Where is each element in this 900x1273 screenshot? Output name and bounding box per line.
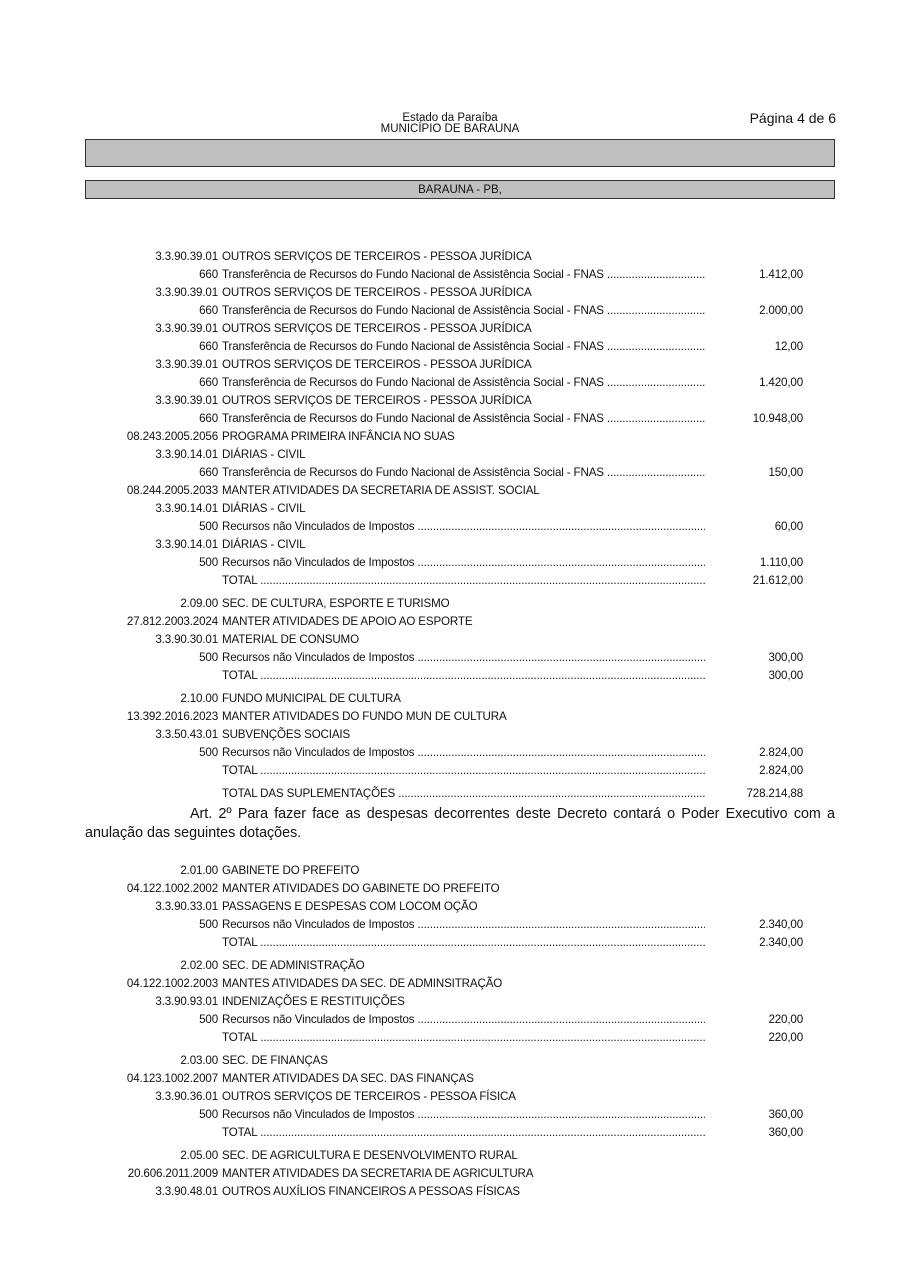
row-description: Transferência de Recursos do Fundo Nacional de Assistência Social - FNAS ..... (222, 302, 705, 320)
row-description: Transferência de Recursos do Fundo Nacional de Assistência Social - FNAS ..... (222, 338, 705, 356)
row-description: MANTER ATIVIDADES DO FUNDO MUN DE CULTURA (222, 710, 507, 723)
row-description: OUTROS SERVIÇOS DE TERCEIROS - PESSOA JURÍDICA (222, 394, 532, 407)
row-description: TOTAL ..... (222, 1124, 705, 1142)
row-value: 2.000,00 (759, 304, 803, 317)
budget-entry-row (0, 649, 900, 667)
budget-entry-row (0, 374, 900, 392)
total-row (0, 572, 900, 590)
row-code: 3.3.90.39.01 (155, 286, 218, 299)
row-description: FUNDO MUNICIPAL DE CULTURA (222, 692, 401, 705)
row-description: MANTER ATIVIDADES DA SECRETARIA DE ASSIST. SOCIAL (222, 484, 540, 497)
row-description: Recursos não Vinculados de Impostos ..... (222, 518, 705, 536)
budget-heading-row (0, 536, 900, 554)
budget-heading-row (0, 320, 900, 338)
article-2-paragraph: Art. 2º Para fazer face as despesas decorrentes deste Decreto contará o Poder Executivo com a anulação das seguintes dotações. (85, 806, 835, 841)
row-description: MANTES ATIVIDADES DA SEC. DE ADMINSITRAÇÃO (222, 977, 503, 990)
row-value: 728.214,88 (746, 787, 803, 800)
row-description: OUTROS AUXÍLIOS FINANCEIROS A PESSOAS FÍSICAS (222, 1185, 520, 1198)
row-description: TOTAL DAS SUPLEMENTAÇÕES ..... (222, 785, 705, 803)
budget-heading-row (0, 993, 900, 1011)
budget-entry-row (0, 916, 900, 934)
budget-heading-row (0, 1147, 900, 1165)
row-description: Recursos não Vinculados de Impostos ..... (222, 649, 705, 667)
budget-heading-row (0, 957, 900, 975)
budget-heading-row (0, 613, 900, 631)
row-code: 04.122.1002.2002 (126, 882, 218, 895)
row-code: 3.3.90.14.01 (155, 448, 218, 461)
row-code: 500 (199, 1013, 218, 1026)
row-description: Recursos não Vinculados de Impostos ..... (222, 1011, 705, 1029)
row-code: 27.812.2003.2024 (126, 615, 218, 628)
row-description: SUBVENÇÕES SOCIAIS (222, 728, 351, 741)
row-code: 3.3.90.39.01 (155, 394, 218, 407)
budget-entry-row (0, 1011, 900, 1029)
row-description: SEC. DE FINANÇAS (222, 1054, 328, 1067)
total-row (0, 1124, 900, 1142)
row-code: 3.3.90.39.01 (155, 250, 218, 263)
row-value: 2.824,00 (759, 764, 803, 777)
row-value: 360,00 (768, 1126, 803, 1139)
budget-heading-row (0, 880, 900, 898)
row-code: 2.10.00 (180, 692, 218, 705)
budget-entry-row (0, 410, 900, 428)
row-description: Transferência de Recursos do Fundo Nacional de Assistência Social - FNAS ..... (222, 374, 705, 392)
row-description: MANTER ATIVIDADES DA SEC. DAS FINANÇAS (222, 1072, 474, 1085)
row-description: Recursos não Vinculados de Impostos ..... (222, 1106, 705, 1124)
row-code: 2.05.00 (180, 1149, 218, 1162)
row-value: 2.340,00 (759, 918, 803, 931)
row-value: 300,00 (768, 651, 803, 664)
place-bar: BARAUNA - PB, (85, 180, 835, 199)
budget-heading-row (0, 356, 900, 374)
row-code: 08.244.2005.2033 (126, 484, 218, 497)
row-code: 660 (199, 304, 218, 317)
row-value: 1.420,00 (759, 376, 803, 389)
budget-heading-row (0, 975, 900, 993)
row-description: DIÁRIAS - CIVIL (222, 448, 306, 461)
row-description: DIÁRIAS - CIVIL (222, 502, 306, 515)
budget-entry-row (0, 554, 900, 572)
row-description: INDENIZAÇÕES E RESTITUIÇÕES (222, 995, 405, 1008)
budget-heading-row (0, 500, 900, 518)
row-description: MANTER ATIVIDADES DE APOIO AO ESPORTE (222, 615, 473, 628)
row-description: Recursos não Vinculados de Impostos ..... (222, 744, 705, 762)
row-code: 2.01.00 (180, 864, 218, 877)
total-row (0, 785, 900, 803)
total-row (0, 667, 900, 685)
budget-entry-row (0, 744, 900, 762)
row-code: 13.392.2016.2023 (126, 710, 218, 723)
row-code: 3.3.90.93.01 (155, 995, 218, 1008)
row-value: 220,00 (768, 1013, 803, 1026)
row-description: OUTROS SERVIÇOS DE TERCEIROS - PESSOA JURÍDICA (222, 322, 532, 335)
row-code: 3.3.90.14.01 (155, 538, 218, 551)
row-description: SEC. DE CULTURA, ESPORTE E TURISMO (222, 597, 450, 610)
budget-heading-row (0, 1088, 900, 1106)
budget-entry-row (0, 518, 900, 536)
total-row (0, 934, 900, 952)
row-value: 12,00 (774, 340, 803, 353)
row-description: Transferência de Recursos do Fundo Nacional de Assistência Social - FNAS ..... (222, 266, 705, 284)
row-description: TOTAL ..... (222, 762, 705, 780)
row-code: 20.606.2011.2009 (127, 1167, 218, 1180)
row-value: 2.340,00 (759, 936, 803, 949)
municipality-name: MUNICÍPIO DE BARAUNA (380, 123, 520, 135)
row-description: Recursos não Vinculados de Impostos ..... (222, 916, 705, 934)
row-value: 150,00 (768, 466, 803, 479)
budget-entry-row (0, 464, 900, 482)
budget-entry-row (0, 266, 900, 284)
row-description: MATERIAL DE CONSUMO (222, 633, 359, 646)
row-code: 660 (199, 268, 218, 281)
row-description: PASSAGENS E DESPESAS COM LOCOM OÇÃO (222, 900, 478, 913)
row-description: OUTROS SERVIÇOS DE TERCEIROS - PESSOA FÍSICA (222, 1090, 516, 1103)
budget-heading-row (0, 898, 900, 916)
row-code: 660 (199, 466, 218, 479)
page-number: Página 4 de 6 (749, 110, 836, 126)
budget-heading-row (0, 248, 900, 266)
row-code: 660 (199, 376, 218, 389)
row-code: 04.123.1002.2007 (126, 1072, 218, 1085)
row-code: 500 (199, 651, 218, 664)
row-code: 3.3.90.36.01 (155, 1090, 218, 1103)
row-value: 360,00 (768, 1108, 803, 1121)
row-description: GABINETE DO PREFEITO (222, 864, 360, 877)
budget-heading-row (0, 726, 900, 744)
row-value: 2.824,00 (759, 746, 803, 759)
row-value: 1.412,00 (759, 268, 803, 281)
row-description: Transferência de Recursos do Fundo Nacional de Assistência Social - FNAS ..... (222, 410, 705, 428)
budget-heading-row (0, 392, 900, 410)
row-code: 2.09.00 (180, 597, 218, 610)
total-row (0, 1029, 900, 1047)
budget-heading-row (0, 1070, 900, 1088)
row-code: 2.03.00 (180, 1054, 218, 1067)
row-value: 10.948,00 (752, 412, 803, 425)
supplementation-list (0, 248, 900, 803)
budget-heading-row (0, 690, 900, 708)
row-code: 04.122.1002.2003 (126, 977, 218, 990)
row-code: 3.3.90.39.01 (155, 322, 218, 335)
row-code: 500 (199, 520, 218, 533)
row-description: MANTER ATIVIDADES DO GABINETE DO PREFEITO (222, 882, 500, 895)
row-description: TOTAL ..... (222, 667, 705, 685)
annulment-list (0, 862, 900, 1201)
budget-heading-row (0, 862, 900, 880)
header-bar (85, 139, 835, 167)
row-description: SEC. DE AGRICULTURA E DESENVOLVIMENTO RURAL (222, 1149, 518, 1162)
row-code: 500 (199, 556, 218, 569)
budget-heading-row (0, 482, 900, 500)
row-code: 3.3.90.48.01 (155, 1185, 218, 1198)
row-description: TOTAL ..... (222, 572, 705, 590)
budget-heading-row (0, 428, 900, 446)
row-description: TOTAL ..... (222, 934, 705, 952)
budget-heading-row (0, 1052, 900, 1070)
budget-heading-row (0, 708, 900, 726)
row-description: TOTAL ..... (222, 1029, 705, 1047)
row-description: Recursos não Vinculados de Impostos ..... (222, 554, 705, 572)
budget-entry-row (0, 302, 900, 320)
row-value: 60,00 (774, 520, 803, 533)
row-description: OUTROS SERVIÇOS DE TERCEIROS - PESSOA JURÍDICA (222, 358, 532, 371)
row-value: 300,00 (768, 669, 803, 682)
row-code: 3.3.90.30.01 (155, 633, 218, 646)
row-description: OUTROS SERVIÇOS DE TERCEIROS - PESSOA JURÍDICA (222, 286, 532, 299)
budget-heading-row (0, 284, 900, 302)
row-code: 500 (199, 1108, 218, 1121)
budget-heading-row (0, 595, 900, 613)
row-code: 3.3.90.33.01 (155, 900, 218, 913)
total-row (0, 762, 900, 780)
budget-heading-row (0, 1183, 900, 1201)
row-description: DIÁRIAS - CIVIL (222, 538, 306, 551)
budget-heading-row (0, 1165, 900, 1183)
row-code: 3.3.90.14.01 (155, 502, 218, 515)
row-code: 660 (199, 340, 218, 353)
row-code: 2.02.00 (180, 959, 218, 972)
budget-heading-row (0, 631, 900, 649)
row-code: 08.243.2005.2056 (126, 430, 218, 443)
budget-entry-row (0, 1106, 900, 1124)
budget-heading-row (0, 446, 900, 464)
budget-entry-row (0, 338, 900, 356)
row-description: SEC. DE ADMINISTRAÇÃO (222, 959, 365, 972)
row-code: 500 (199, 746, 218, 759)
row-description: PROGRAMA PRIMEIRA INFÂNCIA NO SUAS (222, 430, 455, 443)
row-code: 660 (199, 412, 218, 425)
state-name: Estado da Paraíba (402, 112, 498, 124)
row-code: 500 (199, 918, 218, 931)
row-description: MANTER ATIVIDADES DA SECRETARIA DE AGRICULTURA (222, 1167, 534, 1180)
row-value: 21.612,00 (752, 574, 803, 587)
row-code: 3.3.50.43.01 (155, 728, 218, 741)
row-code: 3.3.90.39.01 (155, 358, 218, 371)
row-value: 220,00 (768, 1031, 803, 1044)
row-description: Transferência de Recursos do Fundo Nacional de Assistência Social - FNAS ..... (222, 464, 705, 482)
row-description: OUTROS SERVIÇOS DE TERCEIROS - PESSOA JURÍDICA (222, 250, 532, 263)
row-value: 1.110,00 (759, 556, 803, 569)
